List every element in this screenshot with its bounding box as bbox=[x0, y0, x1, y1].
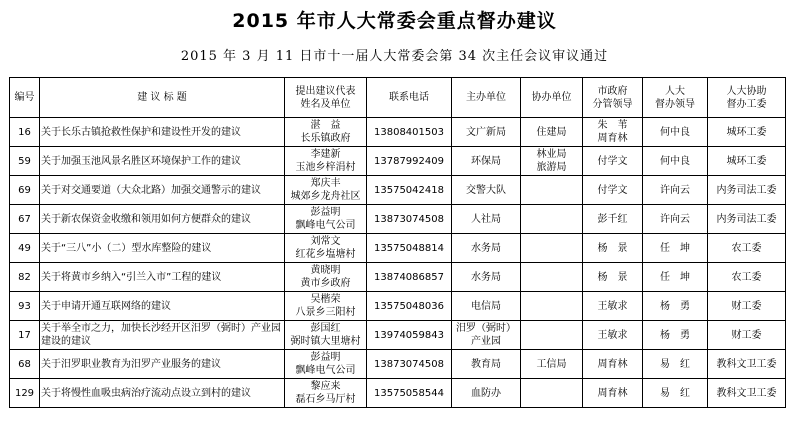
cell-representative-line: 李建新 bbox=[310, 149, 341, 160]
header-representative bbox=[285, 78, 367, 118]
cell-gov-leader-line: 付学文 bbox=[597, 184, 628, 196]
cell-npc-leader: 易 红 bbox=[643, 379, 708, 408]
cell-gov-leader-line: 王敏求 bbox=[597, 300, 628, 312]
cell-host-unit-line: 人社局 bbox=[471, 213, 501, 225]
header-label: 编号 bbox=[14, 92, 35, 103]
cell-committee: 内务司法工委 bbox=[708, 205, 786, 234]
cell-host-unit bbox=[452, 350, 521, 379]
table-row bbox=[10, 234, 786, 263]
header-host-unit bbox=[452, 78, 521, 118]
cell-gov-leader bbox=[583, 176, 643, 205]
cell-gov-leader-line: 王敏求 bbox=[597, 329, 628, 341]
header-label: 人大协助 bbox=[726, 85, 767, 97]
cell-gov-leader-line: 周育林 bbox=[597, 358, 628, 370]
cell-phone: 13787992409 bbox=[367, 147, 452, 176]
cell-representative-line: 玉池乡梓涓村 bbox=[295, 162, 356, 173]
cell-npc-leader: 杨 勇 bbox=[643, 292, 708, 321]
cell-host-unit bbox=[452, 118, 521, 147]
cell-representative-line: 飘峰电气公司 bbox=[295, 365, 356, 376]
cell-title: 关于汨罗职业教育为汨罗产业服务的建议 bbox=[40, 350, 285, 379]
cell-title: 关于新农保资金收缴和领用如何方便群众的建议 bbox=[40, 205, 285, 234]
cell-assist-unit-line: 林业局 bbox=[536, 149, 567, 160]
header-label: 建 议 标 题 bbox=[137, 92, 187, 103]
cell-committee: 财工委 bbox=[708, 321, 786, 350]
cell-gov-leader-line: 周育林 bbox=[597, 387, 628, 399]
cell-gov-leader bbox=[583, 321, 643, 350]
cell-representative bbox=[285, 234, 367, 263]
cell-representative-line: 长乐镇政府 bbox=[300, 133, 351, 144]
table-row bbox=[10, 321, 786, 350]
table-row bbox=[10, 379, 786, 408]
cell-title: 关于申请开通互联网络的建议 bbox=[40, 292, 285, 321]
cell-phone: 13575042418 bbox=[367, 176, 452, 205]
cell-representative-line: 弼时镇大里塘村 bbox=[290, 336, 361, 347]
cell-assist-unit bbox=[521, 147, 583, 176]
cell-gov-leader bbox=[583, 379, 643, 408]
table-row bbox=[10, 147, 786, 176]
header-phone bbox=[367, 78, 452, 118]
cell-phone: 13974059843 bbox=[367, 321, 452, 350]
cell-title: 关于举全市之力，加快长沙经开区汨罗（弼时）产业园建设的建议 bbox=[40, 321, 285, 350]
page-subtitle: 2015 年 3 月 11 日市十一届人大常委会第 34 次主任会议审议通过 bbox=[180, 49, 609, 64]
cell-phone: 13575058544 bbox=[367, 379, 452, 408]
cell-title: 关于将黄市乡纳入“引兰入市”工程的建议 bbox=[40, 263, 285, 292]
header-label: 主办单位 bbox=[466, 92, 506, 103]
table-body bbox=[10, 118, 786, 408]
cell-gov-leader bbox=[583, 350, 643, 379]
cell-committee: 城环工委 bbox=[708, 147, 786, 176]
cell-npc-leader: 杨 勇 bbox=[643, 321, 708, 350]
cell-committee: 教科文卫工委 bbox=[708, 350, 786, 379]
cell-title: 关于将慢性血吸虫病治疗流动点设立到村的建议 bbox=[40, 379, 285, 408]
cell-representative bbox=[285, 118, 367, 147]
cell-id: 93 bbox=[10, 292, 40, 321]
cell-host-unit-line: 水务局 bbox=[471, 242, 501, 254]
cell-phone: 13873074508 bbox=[367, 350, 452, 379]
cell-host-unit-line: 水务局 bbox=[471, 271, 501, 283]
cell-representative bbox=[285, 379, 367, 408]
cell-gov-leader bbox=[583, 205, 643, 234]
cell-phone: 13873074508 bbox=[367, 205, 452, 234]
header-label: 督办工委 bbox=[726, 98, 767, 110]
header-label: 协办单位 bbox=[531, 92, 572, 103]
cell-representative bbox=[285, 147, 367, 176]
cell-host-unit-line: 教育局 bbox=[471, 358, 501, 370]
header-label: 提出建议代表 bbox=[295, 85, 356, 97]
cell-representative-line: 彭益明 bbox=[310, 207, 341, 218]
cell-gov-leader-line: 杨 景 bbox=[597, 242, 628, 254]
cell-id: 16 bbox=[10, 118, 40, 147]
cell-npc-leader: 何中良 bbox=[643, 147, 708, 176]
table-row bbox=[10, 205, 786, 234]
header-label: 市政府 bbox=[597, 85, 628, 97]
cell-assist-unit bbox=[521, 321, 583, 350]
cell-gov-leader-line: 朱 苇 bbox=[597, 120, 628, 131]
cell-committee: 农工委 bbox=[708, 234, 786, 263]
cell-representative-line: 磊石乡马厅村 bbox=[295, 394, 356, 405]
cell-gov-leader-line: 杨 景 bbox=[597, 271, 628, 283]
cell-id: 68 bbox=[10, 350, 40, 379]
cell-representative bbox=[285, 321, 367, 350]
cell-npc-leader: 许向云 bbox=[643, 205, 708, 234]
cell-representative-line: 湛 益 bbox=[310, 120, 341, 131]
cell-title: 关于加强玉池风景名胜区环境保护工作的建议 bbox=[40, 147, 285, 176]
cell-npc-leader: 任 坤 bbox=[643, 263, 708, 292]
cell-assist-unit-line: 旅游局 bbox=[536, 162, 567, 173]
cell-assist-unit bbox=[521, 234, 583, 263]
table-row bbox=[10, 176, 786, 205]
cell-host-unit-line: 汨罗（弼时） bbox=[456, 323, 516, 334]
header-label: 人大 bbox=[665, 85, 685, 97]
cell-id: 129 bbox=[10, 379, 40, 408]
cell-host-unit-line: 产业园 bbox=[471, 336, 501, 347]
cell-gov-leader bbox=[583, 263, 643, 292]
supervision-table bbox=[9, 77, 786, 408]
header-gov-leader bbox=[583, 78, 643, 118]
header-label: 分管领导 bbox=[592, 98, 633, 110]
cell-id: 69 bbox=[10, 176, 40, 205]
cell-id: 17 bbox=[10, 321, 40, 350]
table-row bbox=[10, 292, 786, 321]
table-header-row bbox=[10, 78, 786, 118]
cell-assist-unit-line: 住建局 bbox=[536, 126, 567, 138]
cell-representative-line: 黄晓明 bbox=[310, 265, 341, 276]
cell-title: 关于“三八”小（二）型水库整险的建议 bbox=[40, 234, 285, 263]
cell-id: 59 bbox=[10, 147, 40, 176]
cell-representative-line: 郑庆丰 bbox=[310, 178, 341, 189]
cell-representative bbox=[285, 292, 367, 321]
cell-gov-leader bbox=[583, 292, 643, 321]
cell-host-unit-line: 血防办 bbox=[471, 387, 501, 399]
cell-representative-line: 彭益明 bbox=[310, 352, 341, 363]
cell-host-unit-line: 文广新局 bbox=[466, 126, 506, 138]
cell-host-unit bbox=[452, 263, 521, 292]
cell-gov-leader-line: 付学文 bbox=[597, 155, 628, 167]
table-row bbox=[10, 263, 786, 292]
cell-npc-leader: 何中良 bbox=[643, 118, 708, 147]
header-assist-unit bbox=[521, 78, 583, 118]
header-label: 姓名及单位 bbox=[300, 98, 351, 110]
cell-gov-leader-line: 彭千红 bbox=[597, 213, 628, 225]
cell-host-unit bbox=[452, 147, 521, 176]
cell-committee: 城环工委 bbox=[708, 118, 786, 147]
cell-host-unit bbox=[452, 205, 521, 234]
cell-phone: 13874086857 bbox=[367, 263, 452, 292]
cell-npc-leader: 任 坤 bbox=[643, 234, 708, 263]
cell-committee: 内务司法工委 bbox=[708, 176, 786, 205]
header-committee bbox=[708, 78, 786, 118]
cell-assist-unit bbox=[521, 205, 583, 234]
cell-phone: 13575048814 bbox=[367, 234, 452, 263]
cell-representative-line: 红花乡塩塘村 bbox=[295, 249, 356, 260]
cell-id: 49 bbox=[10, 234, 40, 263]
cell-title: 关于对交通要道（大众北路）加强交通警示的建议 bbox=[40, 176, 285, 205]
cell-assist-unit bbox=[521, 379, 583, 408]
header-label: 督办领导 bbox=[655, 98, 695, 110]
cell-assist-unit-line: 工信局 bbox=[536, 358, 567, 370]
page-title: 2015 年市人大常委会重点督办建议 bbox=[232, 10, 557, 32]
cell-assist-unit bbox=[521, 350, 583, 379]
header-label: 联系电话 bbox=[389, 92, 429, 103]
cell-npc-leader: 易 红 bbox=[643, 350, 708, 379]
cell-gov-leader bbox=[583, 147, 643, 176]
cell-host-unit bbox=[452, 321, 521, 350]
cell-representative-line: 黄市乡政府 bbox=[300, 278, 351, 289]
cell-host-unit-line: 交警大队 bbox=[466, 184, 506, 196]
header-title bbox=[40, 78, 285, 118]
cell-representative bbox=[285, 176, 367, 205]
cell-representative-line: 黎应来 bbox=[310, 381, 341, 392]
cell-representative-line: 城郊乡龙舟社区 bbox=[290, 191, 361, 202]
cell-host-unit bbox=[452, 379, 521, 408]
cell-title: 关于长乐古镇抢救性保护和建设性开发的建议 bbox=[40, 118, 285, 147]
cell-representative-line: 八景乡三阳村 bbox=[295, 307, 356, 318]
cell-host-unit bbox=[452, 176, 521, 205]
table-row bbox=[10, 350, 786, 379]
cell-representative-line: 彭国红 bbox=[310, 323, 341, 334]
cell-phone: 13575048036 bbox=[367, 292, 452, 321]
cell-representative-line: 刘常文 bbox=[310, 236, 341, 247]
cell-host-unit-line: 环保局 bbox=[471, 155, 501, 167]
cell-committee: 财工委 bbox=[708, 292, 786, 321]
cell-gov-leader-line: 周育林 bbox=[597, 133, 628, 144]
cell-host-unit bbox=[452, 234, 521, 263]
cell-npc-leader: 许向云 bbox=[643, 176, 708, 205]
cell-phone: 13808401503 bbox=[367, 118, 452, 147]
cell-host-unit-line: 电信局 bbox=[471, 300, 501, 312]
cell-assist-unit bbox=[521, 292, 583, 321]
cell-id: 67 bbox=[10, 205, 40, 234]
cell-representative-line: 吴楷荣 bbox=[310, 294, 341, 305]
cell-committee: 农工委 bbox=[708, 263, 786, 292]
cell-gov-leader bbox=[583, 234, 643, 263]
cell-representative bbox=[285, 350, 367, 379]
header-npc-leader bbox=[643, 78, 708, 118]
cell-host-unit bbox=[452, 292, 521, 321]
cell-assist-unit bbox=[521, 176, 583, 205]
cell-representative bbox=[285, 263, 367, 292]
cell-representative-line: 飘峰电气公司 bbox=[295, 220, 356, 231]
header-id bbox=[10, 78, 40, 118]
cell-committee: 教科文卫工委 bbox=[708, 379, 786, 408]
cell-id: 82 bbox=[10, 263, 40, 292]
cell-representative bbox=[285, 205, 367, 234]
cell-assist-unit bbox=[521, 118, 583, 147]
cell-assist-unit bbox=[521, 263, 583, 292]
table-row bbox=[10, 118, 786, 147]
cell-gov-leader bbox=[583, 118, 643, 147]
